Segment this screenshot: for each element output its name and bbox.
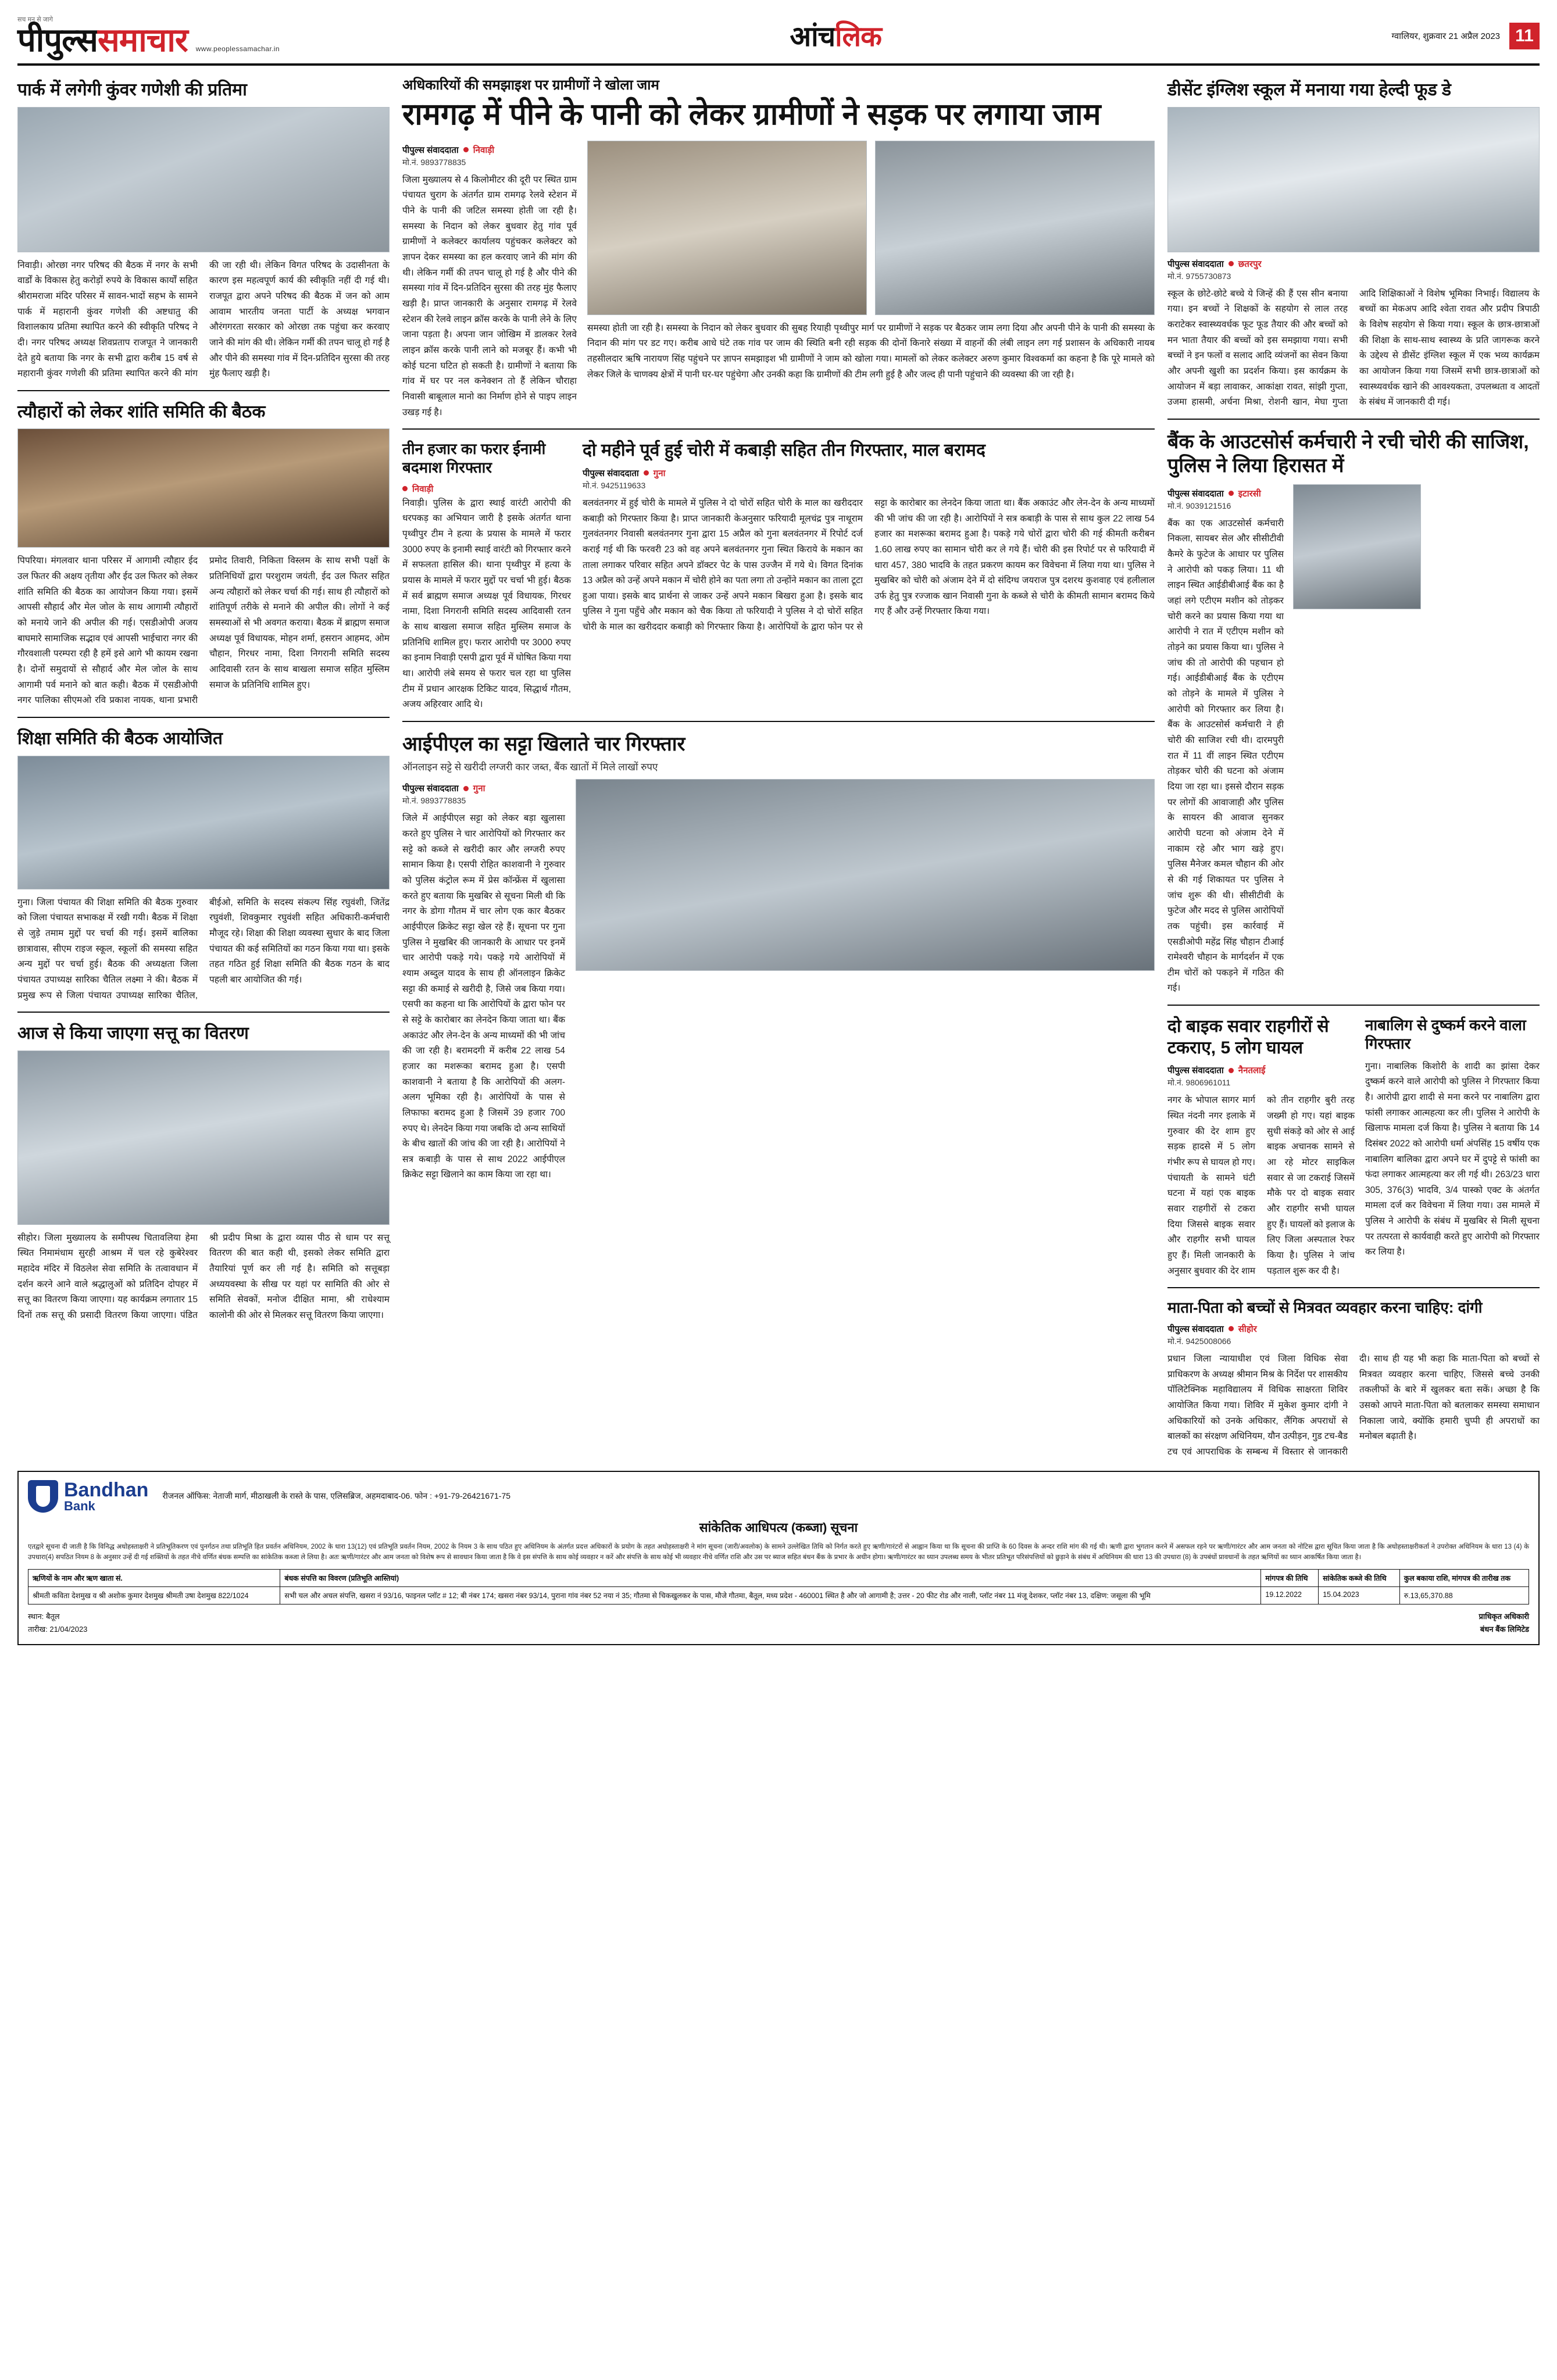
bullet-icon xyxy=(402,486,408,491)
bank-name-line2: Bank xyxy=(64,1498,95,1513)
photo-committee-meeting xyxy=(17,428,390,548)
byline-author: पीपुल्स संवाददाता xyxy=(402,145,459,155)
story-headline: तीन हजार का फरार ईनामी बदमाश गिरफ्तार xyxy=(402,440,546,477)
center-lower-row xyxy=(402,435,1155,713)
ad-signature xyxy=(1479,1610,1529,1636)
byline-mobile: मो.नं. 9425119633 xyxy=(583,480,646,490)
story-scrap-theft xyxy=(583,435,1155,713)
story-meta-and-col1 xyxy=(402,141,577,421)
story-photo xyxy=(576,779,1155,1183)
table-row xyxy=(28,1586,1529,1604)
photo-villagers-sitting xyxy=(587,141,867,315)
byline-mobile: मो.नं. 9806961011 xyxy=(1167,1078,1231,1088)
story-body: स्कूल के छोटे-छोटे बच्चे ये जिन्हें की हैं एस सीन बनाया गया। इन बच्चों ने शिक्षकों के सहयोग से लाल तरह कराटेकर स्वास्थ्यवर्धक फूट फूड तैयार की और बच्चों को मन भाता तैयार की बच्चों को इस समझाया गया। सभी बच्चों ने इन फलों व सलाद आदि व्यंजनों का सेवन किया और अपनी खुशी का प्रदर्शन किया। इस कार्यक्रम के आयोजन में बड़ा लावाकर, आकांक्षा रावत, सांझी गुप्ता, उजमा हासमी, अर्चना मिश्रा, रोशनी खान, मेघा गुप्ता आदि शिक्षिकाओं ने विशेष भूमिका निभाई। विद्यालय के बच्चों का मेकअप आदि श्वेता रावत और प्रदीप त्रिपाठी के विशेष सहयोग से किया गया। स्कूल के छात्र-छात्राओं की शिक्षा के साथ-साथ स्वास्थ्य के प्रति जागरूक करने के उद्देश्य से डीसेंट इंग्लिश स्कूल में एक भव्य कार्यक्रम का आयोजन किया गया जिसमें सभी छात्र-छात्राओं को स्वास्थ्यवर्धक खाने की आवश्यकता, उपलब्धता व आदतों के संबंध में जानकारी दी गई। xyxy=(1167,288,1540,408)
bullet-icon xyxy=(644,470,649,476)
byline xyxy=(1167,1064,1355,1076)
story-body: गुना। नाबालिक किशोरी के शादी का झांसा देकर दुष्कर्म करने वाले आरोपी को पुलिस ने गिरफ्तार किया है। आरोपी द्वारा शादी से मना करने पर नाबालिग द्वारा फांसी लगाकर आत्महत्या कर ली। पुलिस ने आरोपी के खिलाफ मामला दर्ज किया है। पुलिस ने बताया कि 14 दिसंबर 2022 को आरोपी धर्मा अंपसिंह 15 वर्षीय एक नाबालिग बालिका द्वारा अपने घर में दुपट्टे से फांसी का फंदा लगाकर आत्महत्या कर ली गई थी। 263/23 धारा 305, 376(3) भादवि, 3/4 पास्को एक्ट के अंतर्गत मामला दर्ज कर विवेचना में लिया गया। उस मामले में पुलिस ने आरोपी के संबंध में मुखबिर से मिली सूचना पर तत्परता से कार्यवाही करते हुए आरोपी को गिरफ्तार कर लिया है। xyxy=(1365,1061,1540,1257)
center-column xyxy=(402,75,1155,1460)
story-water-jam xyxy=(402,75,1155,420)
story-reward-criminal xyxy=(402,435,571,713)
story-education-committee xyxy=(17,724,390,1003)
byline-author: पीपुल्स संवाददाता xyxy=(1167,259,1224,269)
photo-council-meeting xyxy=(17,107,390,252)
date-label: तारीख: xyxy=(28,1624,48,1634)
byline-author: पीपुल्स संवाददाता xyxy=(1167,1066,1224,1076)
edition-date: ग्वालियर, शुक्रवार 21 अप्रैल 2023 xyxy=(1391,31,1500,41)
story-body: गुना। जिला पंचायत की शिक्षा समिति की बैठक गुरुवार को जिला पंचायत सभाकक्ष में रखी गयी। बैठक में शिक्षा से जुड़े तमाम मुद्दों पर चर्चा की गई। इसमें बालिका छात्रावास, सीएम राइज स्कूल, स्कूलों की समस्या सहित अन्य मुद्दों पर चर्चा हुई। बैठक की अध्यक्षता जिला पंचायत उपाध्यक्ष सारिका चैतिल लक्ष्मा ने की। बैठक में प्रमुख रूप से जिला पंचायत उपाध्यक्ष सारिका चैतिल, बीईओ, समिति के सदस्य संकल्प सिंह रघुवंशी, जितेंद्र रघुवंशी, शिवकुमार रघुवंशी सहित अधिकारी-कर्मचारी मौजूद रहे। शिक्षा की शिक्षा व्यवस्था सुधार के बाद जिला पंचायत की कई समितियों का गठन किया गया था। इसके तहत गठित हुई शिक्षा समिति की बैठक गठन के बाद पहली बार आयोजित की गई। xyxy=(17,897,390,1000)
story-photo xyxy=(1293,484,1421,996)
divider xyxy=(402,721,1155,722)
possession-table xyxy=(28,1569,1529,1604)
bullet-icon xyxy=(463,786,469,791)
story-minor-assault xyxy=(1365,1012,1540,1279)
story-body: पिपरिया। मंगलवार थाना परिसर में आगामी त्यौहार ईद उल फितर की अक्षय तृतीया और ईद उल फितर को लेकर शांति समिति की बैठक का आयोजन किया गया। इसमें आपसी सौहार्द और मेल जोल के साथ आगामी त्यौहारों को मनाये जाने की अपील की गई। एसडीओपी अजय बाघमारे सामाजिक सद्भाव एवं आपसी भाईचारा नगर की गौरवशाली परम्परा रही है हमें इसे आगे भी कायम रखना है। दोनों समुदायों से सौहार्द और मेल जोल के साथ आगामी पर्व मनाने को बात कही। बैठक में एसडीओपी नगर पालिका सीएमओ रवि प्रकाश नायक, थाना प्रभारी प्रमोद तिवारी, निकिता विस्लम के साथ सभी पक्षों के प्रतिनिधियों द्वारा परशुराम जयंती, ईद उल फितर सहित अन्य त्यौहारों को लेकर चर्चा की गई। साथ ही त्यौहारों को शांतिपूर्ण तरीके से मनाने की अपील की। लोगों ने कई समस्याओं से भी अवगत कराया। बैठक में ब्राह्मण समाज अध्यक्ष पूर्व विधायक, मोहन शर्मा, हसरान आहमद, ओम चौहान, गिरधर नामा, दिशा निगरानी समिति सदस्य आदिवासी रतन के साथ बाखला समाज सहित मुस्लिम समाज के प्रतिनिधि शामिल हुए। xyxy=(17,556,390,706)
story-photo xyxy=(17,428,390,548)
story-headline: दो महीने पूर्व हुई चोरी में कबाड़ी सहित तीन गिरफ्तार, माल बरामद xyxy=(583,441,985,460)
story-bike-accident xyxy=(1167,1012,1355,1279)
story-body: जिले में आईपीएल सट्टा को लेकर बड़ा खुलासा करते हुए पुलिस ने चार आरोपियों को गिरफ्तार कर सट्टे को कब्जे से खरीदी कार और लग्जरी रुपए सामान किया है। एसपी रोहित काशवानी ने गुरुवार को पुलिस कंट्रोल रूम में प्रेस कॉन्फ्रेंस में खुलासा करते हुए बताया कि मुखबिर से सूचना मिली थी कि नगर के डोगा गौतम में चार लोग एक कार बैठकर आईपीएल क्रिकेट सट्टा खेल रहे हैं। सूचना पर गुना पुलिस ने मुखबिर की जानकारी के आधार पर इनमें चार आरोपी पकड़े गये। पकड़े गये आरोपियों में श्याम अब्दुल यादव के साथ ही ऑनलाइन क्रिकेट सट्टा की कमाई से खरीदी है, जिसे जब किया गया। एसपी का कहना था कि आरोपियों के द्वारा फोन पर से सट्टे के कारोबार का लेनदेन किया जाता था। बैंक अकाउंट और लेन-देन के अन्य माध्यमों की भी जांच की जा रही है। बरामदगी में करीब 22 लाख 54 हजार का मशरूका बरामद हुआ है। एसपी काशवानी ने बताया है कि आरोपियों की अलग-अलग भूमिका रही है। आरोपियों के पास से लिफाफा बरामद हुआ है जिसमें 39 हजार 700 रुपए थे। लेनदेन किया गया जबकि दो अन्य साथियों के बीच खातों की जांच की जा रही है। आरोपियों ने सत्र कबाड़ी के पास से साथ 2022 आईपीएल क्रिकेट सट्टा खिलाने का काम किया जा रहा था। xyxy=(402,813,565,1180)
ad-legal-text: एतद्वारे सूचना दी जाती है कि विनिद्ध अधोहस्ताक्षरी ने प्रतिभूतिकरण एवं पुनर्गठन तथा प्रतिभूति हित प्रवर्तन अधिनियम, 2002 के धारा 13(12) एवं प्रतिभूति प्रवर्तन नियम, 2002 के नियम 3 के साथ पठित हुए अधिनियम के अंतर्गत प्रदत्त अधिकारों के प्रयोग के तहत अधोहस्ताक्षरी ने मांग सूचना (जारी/अवलोक) के सामने उल्लेखित तिथि को निर्गत करते हुए ऋणी/गारंटरों से आह्वान किया था कि सूचना की प्राप्ति के 60 दिवस के अन्दर राशि मांग की गई थी। ऋणी द्वारा भुगतान करने में असफल रहने पर ऋणी/गारंटर और आम जनता को नोटिस द्वारा सूचित किया जाता है कि अधोहस्ताक्षरीकर्ता ने उपरोक्त अधिनियम के धारा 13 (4) के उपधारा(4) सपठित नियम 8 के अनुसार उन्हें दी गई शक्तियों के तहत नीचे वर्णित बंधक सम्पत्ति का सांकेतिक कब्जा ले लिया है। अतः ऋणी/गारंटर और आम जनता को विशेष रूप से सावधान किया जाता है कि वे इस संपत्ति के साथ कोई व्यवहार न करें और संपत्ति के साथ कोई भी व्यवहार नीचे वर्णित राशि और उस पर ब्याज सहित बंधन बैंक के प्रभार के अधीन होगा। ऋणी/गारंटर का ध्यान उपलब्ध समय के भीतर प्रतिभूत परिसंपत्तियों को छुड़ाने के संबंध में अधिनियम की धारा 13 की उपधारा (8) के उपबंधों प्रावधानों के तहत ऋणियों का ध्यान आकर्षित किया जाता है। xyxy=(28,1543,1529,1561)
divider xyxy=(1167,419,1540,420)
story-meta xyxy=(1167,484,1284,996)
bullet-icon xyxy=(1229,1326,1234,1331)
byline-author: पीपुल्स संवाददाता xyxy=(1167,1324,1224,1334)
photo-police-escort xyxy=(1293,484,1421,609)
masthead xyxy=(17,15,1540,66)
byline xyxy=(1167,1323,1540,1335)
bullet-icon xyxy=(1229,491,1234,496)
bank-address: रीजनल ऑफिस: नेताजी मार्ग, मीठाखली के रास्ते के पास, एलिसब्रिज, अहमदाबाद-06. फोन : +91-79-26421671-75 xyxy=(162,1491,511,1501)
byline-mobile: मो.नं. 9039121516 xyxy=(1167,501,1231,510)
story-peace-committee xyxy=(17,397,390,709)
td-amount: रु.13,65,370.88 xyxy=(1399,1586,1529,1604)
byline-mobile: मो.नं. 9755730873 xyxy=(1167,271,1231,281)
divider xyxy=(17,717,390,718)
story-bank-outsource-theft xyxy=(1167,426,1540,996)
th-amount: कुल बकाया राशि, मांगपत्र की तारीख तक xyxy=(1399,1569,1529,1586)
story-body: निवाड़ी। पुलिस के द्वारा स्थाई वारंटी आरोपी की धरपकड़ का अभियान जारी है इसके अंतर्गत थाना पृथ्वीपुर टीम ने हत्या के प्रयास के मामले में फरार 3000 रुपए के इनामी स्थाई वारंटी को गिरफ्तार करने में सफलता हासिल की। थाना पृथ्वीपुर में हत्या के प्रयास के मामले में फरार मुद्दों पर चर्चा भी हुई। बैठक में सर्व ब्राह्मण समाज अध्यक्ष पूर्व विधायक, गिरधर नामा, दिशा निगरानी समिति सदस्य आदिवासी रतन के साथ बाखला समाज सहित मुस्लिम समाज के प्रतिनिधि शामिल हुए। फरार आरोपी पर 3000 रुपए का इनाम निवाड़ी एसपी द्वारा पूर्व में घोषित किया गया था। आरोपी लंबे समय से फरार चल रहा था पुलिस टीम में प्रधान आरक्षक टिकिट यादव, सिद्धार्थ गौतम, अजय अहिरवार आदि थे। xyxy=(402,498,571,710)
bullet-icon xyxy=(1229,261,1234,266)
byline-place: निवाड़ी xyxy=(412,484,434,494)
bullet-icon xyxy=(463,147,469,152)
content-grid xyxy=(17,75,1540,1460)
story-body: नगर के भोपाल सागर मार्ग स्थित नंदनी नगर इलाके में गुरुवार की देर शाम हुए सड़क हादसे में 5 लोग गंभीर रूप से घायल हो गए। पंचायती के सामने घंटी घटना में यहां एक बाइक सवार राहगीरों से टकरा दिया जिससे बाइक सवार और राहगीर सभी घायल हुए हैं। मिली जानकारी के अनुसार बुधवार की देर शाम को तीन राहगीर बुरी तरह जख्मी हो गए। यहां बाइक सुधी संकड़े को ओर से आई बाइक अचानक सामने से आ रहे मोटर साइकिल सवार से जा टकराई जिसमें मौके पर दो बाइक सवार और राहगीर सभी घायल हुए हैं। घायलों को इलाज के लिए जिला अस्पताल रेफर किया है। पुलिस ने जांच पड़ताल शुरू कर दी है। xyxy=(1167,1095,1355,1276)
byline-place: निवाड़ी xyxy=(473,145,495,155)
th-demand-date: मांगपत्र की तिथि xyxy=(1261,1569,1319,1586)
story-headline: माता-पिता को बच्चों से मित्रवत व्यवहार करना चाहिए: दांगी xyxy=(1167,1299,1483,1317)
bank-name-line1: Bandhan xyxy=(64,1478,149,1501)
place-value: बैतूल xyxy=(45,1611,60,1621)
bandhan-bank-logo xyxy=(28,1480,148,1513)
photo-temple-crowd xyxy=(17,1050,390,1225)
story-body: बैंक का एक आउटसोर्स कर्मचारी निकला, सायबर सेल और सीसीटीवी कैमरे के फुटेज के आधार पर पुलिस ने आरोपी को पकड़ लिया। 11 थी लाइन स्थित आईडीबीआई बैंक का है जहां लगे एटीएम मशीन को तोड़कर चोरी करने का प्रयास किया गया था आरोपी ने रात में एटीएम मशीन को तोड़ने का प्रयास किया था। पुलिस ने जांच की तो आरोपी की पहचान हो गई। आईडीबीआई बैंक के एटीएम को तोड़ने के मामले में पुलिस ने आरोपी को गिरफ्तार कर लिया है। बैंक के आउटसोर्स कर्मचारी ने ही चोरी की साजिश रची थी। दारमपुरी रात में 11 वीं लाइन स्थित एटीएम तोड़कर चोरी की घटना को अंजाम दिया जा रहा था। इससे दौरान सड़क पर लोगों की आवाजाही और पुलिस के सायरन की आवाज सुनकर आरोपी घटना को अंजाम देने में नाकाम रहे और भाग खड़े हुए। पुलिस मैनेजर कमल चौहान की ओर से की गई शिकायत पर पुलिस ने जांच शुरू की थी। सीसीटीवी के फुटेज और मदद से पुलिस आरोपियों तक पहुंची। इस कार्रवाई में एसडीओपी महेंद्र सिंह चौहान टीआई रामेश्वरी चौहान के मार्गदर्शन में एक टीम चोरों को पकड़ने में गठित की गई। xyxy=(1167,518,1284,994)
masthead-kicker: सच मन से जागे xyxy=(17,16,53,23)
story-body-continued xyxy=(1430,484,1540,996)
byline-place: छतरपुर xyxy=(1238,259,1262,269)
photo-education-meeting xyxy=(17,756,390,889)
story-meta xyxy=(402,779,565,1183)
story-headline: नाबालिग से दुष्कर्म करने वाला गिरफ्तार xyxy=(1365,1016,1526,1052)
td-property: सभी चल और अचल संपत्ति, खसरा नं 93/16, फाइनल प्लॉट # 12; बी नंबर 174; खसरा नंबर 93/14, पुराना गांव नंबर 52 नया नं 35; गौतमा से चिकखुलकर के पास, मौजे गौतमा, बैतूल, मध्य प्रदेश - 460001 स्थित है और जो आगामी है; उत्तर - 20 फीट रोड और नाली, प्लॉट नंबर 11 मंजू देशकर, प्लॉट नंबर 13, दक्षिण: जसूला की भूमि xyxy=(280,1586,1261,1604)
ad-place-date xyxy=(28,1610,87,1636)
place-label: स्थान: xyxy=(28,1611,44,1621)
signature-line1: प्राधिकृत अधिकारी xyxy=(1479,1611,1529,1621)
signature-line2: बंधन बैंक लिमिटेड xyxy=(1480,1624,1529,1634)
ad-header xyxy=(28,1480,1529,1513)
td-borrower: श्रीमती कविता देशमुख व श्री अशोक कुमार देशमुख श्रीमती उषा देशमुख 822/1024 xyxy=(28,1586,280,1604)
photo-road-blockade xyxy=(875,141,1155,315)
divider xyxy=(1167,1287,1540,1288)
story-park-statue xyxy=(17,75,390,382)
bank-logo-icon xyxy=(28,1480,58,1513)
story-body: निवाड़ी। ओरछा नगर परिषद की बैठक में नगर के सभी वार्डों के विकास हेतु करोड़ों रुपये के विकास कार्यों सहित श्रीरामराजा मंदिर परिसर में सावन-भादों सहभ के सामने पार्क में महारानी कुंवर गणेशी की अष्टधातु की विशालकाय प्रतिमा स्थापित करने की स्वीकृति परिषद ने दी। नगर परिषद अध्यक्ष शिवप्रताप राजपूत ने जानकारी देते हुये बताया कि नगर के सभी द्वारा करीब 15 वर्ष से महारानी कुंवर गणेशी की प्रतिमा स्थापित करने की मांग की जा रही थी। लेकिन विगत परिषद के उदासीनता के कारण इस महत्वपूर्ण कार्य की स्वीकृति नहीं दी गई थी। राजपूत द्वारा अपने परिषद की बैठक में जन को आम आवाम भारतीय जनता पार्टी के अध्यक्ष भगवान औरंगगरता सरकार को ओरछा तक पहुंचा कर करवाए जाने की मांग की थी। लेकिन गर्मी की तपन चालू हो गई है और पीने की समस्या गांव में दिन-प्रतिदिन सुरसा की तरह मुंह फैलाए खड़ी है। xyxy=(17,260,390,379)
story-headline: आईपीएल का सट्टा खिलाते चार गिरफ्तार xyxy=(402,732,685,755)
right-lower-row xyxy=(1167,1012,1540,1279)
masthead-logo-block xyxy=(17,15,188,56)
left-column xyxy=(17,75,390,1460)
byline xyxy=(1167,488,1284,499)
bank-logo-text xyxy=(64,1480,148,1513)
photo-school-children-chefs xyxy=(1167,107,1540,252)
table-header-row xyxy=(28,1569,1529,1586)
story-body-col1: जिला मुख्यालय से 4 किलोमीटर की दूरी पर स्थित ग्राम पंचायत चुराग के अंतर्गत ग्राम रामगढ़ रेलवे स्टेशन में पीने के पानी की जटिल समस्या होती जा रही है। समस्या के निदान को लेकर बुधवार हेतु गांव पूर्व ग्रामीणों ने कलेक्टर कार्यालय पहुंचकर कलेक्टर को ज्ञापन देकर समस्या का हल करवाए जाने की मांग की थी। लेकिन गर्मी की तपन चालू हो गई है और पीने की समस्या गांव में दिन-प्रतिदिन सुरसा की तरह मुंह फैलाए खड़ी है। प्राप्त जानकारी के अनुसार रामगढ़ में रेलवे स्टेशन की रेलवे लाइन क्रॉस करके के पानी लेने के लिए जाना पड़ता है। अपना जान जोखिम में डालकर रेलवे लाइन क्रॉस करके पानी लाने को मजबूर हैं। कभी भी कोई घटना घटित हो सकती है। ग्रामीणों ने बताया कि गांव में घर पर नल कनेक्शन तो हैं लेकिन चौराहा निवासी बाबूलाल मानो का निर्माण होने से पाइप लाइन उखड़ गई है। xyxy=(402,174,577,417)
th-possession-date: सांकेतिक कब्जे की तिथि xyxy=(1319,1569,1400,1586)
story-subhead: ऑनलाइन सट्टे से खरीदी लग्जरी कार जब्त, बैंक खातों में मिले लाखों रुपए xyxy=(402,762,658,773)
byline-author: पीपुल्स संवाददाता xyxy=(402,784,459,794)
story-photo-and-col2 xyxy=(587,141,1155,421)
byline xyxy=(402,144,577,156)
masthead-logo: पीपुल्ससमाचार xyxy=(17,22,188,58)
story-sattu-distribution xyxy=(17,1019,390,1324)
story-headline: डीसेंट इंग्लिश स्कूल में मनाया गया हेल्दी फूड डे xyxy=(1167,80,1451,99)
divider xyxy=(17,1012,390,1013)
story-headline: आज से किया जाएगा सत्तू का वितरण xyxy=(17,1024,249,1044)
byline-author: पीपुल्स संवाददाता xyxy=(583,468,639,478)
story-photo xyxy=(1167,107,1540,252)
byline-place: सीहोर xyxy=(1238,1324,1257,1334)
right-column xyxy=(1167,75,1540,1460)
masthead-brand xyxy=(280,17,1392,55)
byline-place: गुना xyxy=(473,784,485,794)
byline-mobile: मो.नं. 9893778835 xyxy=(402,157,466,167)
masthead-right xyxy=(1392,23,1540,49)
th-property: बंधक संपत्ति का विवरण (प्रतिभूति आस्तियां) xyxy=(280,1569,1261,1586)
story-photo xyxy=(17,756,390,889)
story-body: प्रधान जिला न्यायाधीश एवं जिला विधिक सेवा प्राधिकरण के अध्यक्ष श्रीमान मिश्र के निर्देश पर शासकीय पॉलिटेक्निक महाविद्यालय में विधिक साक्षरता शिविर आयोजित किया गया। शिविर में मुकेश कुमार दांगी ने अधिकारियों को उनके अधिकार, लैंगिक अपराधों से बालकों का संरक्षण अधिनियम, यौन उत्पीड़न, गुड टच-बैड टच एवं आपराधिक के सम्बन्ध में विस्तार से जानकारी दी। साथ ही यह भी कहा कि माता-पिता को बच्चों से मित्रवत व्यवहार करना चाहिए, जिससे बच्चे उनकी तकलीफों के बारे में खुलकर बता सकें। अच्छा है कि उसको आपने माता-पिता को बतलाकर समस्या समाधान निकाला जाये, क्योंकि हमारी चुप्पी ही अपराधों का मनोबल बढ़ाती है। xyxy=(1167,1353,1540,1457)
story-photo xyxy=(17,107,390,252)
byline-mobile: मो.नं. 9425008066 xyxy=(1167,1336,1231,1346)
byline xyxy=(1167,258,1540,270)
bullet-icon xyxy=(1229,1068,1234,1073)
td-possession-date: 15.04.2023 xyxy=(1319,1586,1400,1604)
byline-place: इटारसी xyxy=(1238,488,1261,499)
story-body: सीहोर। जिला मुख्यालय के समीपस्थ चितावलिया हेमा स्थित निमामंधाम सुरही आश्रम में चल रहे कुबेरेश्वर महादेव मंदिर में विठलेश सेवा समिति के तत्वावधान में दर्शन करने आने वाले श्रद्धालुओं को प्रतिदिन दोपहर में सत्तू का वितरण किया जाएगा। यह कार्यक्रम लगातार 15 दिनों तक सत्तू की प्रसादी वितरण किया जाएगा। पंडित श्री प्रदीप मिश्रा के द्वारा व्यास पीठ से धाम पर सत्तू वितरण की बात कही थी, इसको लेकर समिति द्वारा तैयारियां पूर्ण कर ली गई है। समिति को सत्तूबड़ा अध्ययवस्था के सीख पर यहां पर सामिति की ओर से समिति सेवकों, मनोज दीक्षित मामा, श्री राधेश्याम कालोनी की ओर से मिलकर सत्तू वितरण किया जाएगा। xyxy=(17,1232,390,1321)
th-borrower: ऋणियों के नाम और ऋण खाता सं. xyxy=(28,1569,280,1586)
byline-place: गुना xyxy=(653,468,666,478)
story-headline: पार्क में लगेगी कुंवर गणेशी की प्रतिमा xyxy=(17,80,247,99)
byline-mobile: मो.नं. 9893778835 xyxy=(402,796,466,806)
brand-part-2: लिक xyxy=(835,22,881,52)
divider xyxy=(17,390,390,391)
byline xyxy=(402,483,571,495)
story-headline: रामगढ़ में पीने के पानी को लेकर ग्रामीणों ने सड़क पर लगाया जाम xyxy=(402,98,1101,131)
td-demand-date: 19.12.2022 xyxy=(1261,1586,1319,1604)
story-headline: बैंक के आउटसोर्स कर्मचारी ने रची चोरी की साजिश, पुलिस ने लिया हिरासत में xyxy=(1167,430,1529,477)
ad-title: सांकेतिक आधिपत्य (कब्जा) सूचना xyxy=(699,1520,858,1535)
story-ipl-betting xyxy=(402,728,1155,1183)
bank-possession-notice-ad xyxy=(17,1471,1540,1645)
story-headline: त्यौहारों को लेकर शांति समिति की बैठक xyxy=(17,402,266,421)
ad-footer xyxy=(28,1610,1529,1636)
divider xyxy=(402,428,1155,430)
divider xyxy=(1167,1005,1540,1006)
masthead-left xyxy=(17,15,280,56)
brand-part-1: आंच xyxy=(790,22,835,52)
story-body-col2: समस्या होती जा रही है। समस्या के निदान को लेकर बुधवार की सुबह रियाही पृथ्वीपुर मार्ग पर ग्रामीणों ने सड़क पर बैठकर जाम लगा दिया और अपनी पीने के पानी की समस्या के निदान की मांग पर डट गए। करीब आधे घंटे तक गांव पर जाम की स्थिति बनी रही सड़क की दोनों किनारे संख्या में वाहनों की लंबी लाइन लग गई प्रशासन के अधिकारी नायब तहसीलदार ऋषि नारायण सिंह पहुंचने पर ज्ञापन समझाइश भी ग्रामीणों ने जाम को खोला गया। मामलों को लेकर कलेक्टर अरुण कुमार विश्वकर्मा का कहना है कि पूरे मामले को लेकर जिले के चाणक्य क्षेत्रों में पानी घर-घर पहुंचेगा और उनकी कहा कि ग्रामीणों की टीम लगी हुई है और जल्द ही पानी पहुंचाने की व्यवस्था की जा रही है। xyxy=(587,323,1155,380)
byline xyxy=(402,782,565,794)
byline-author: पीपुल्स संवाददाता xyxy=(1167,488,1224,499)
masthead-website: www.peoplessamachar.in xyxy=(195,45,280,53)
byline-place: नैनतलाई xyxy=(1238,1066,1266,1076)
page-number: 11 xyxy=(1509,23,1540,49)
story-kicker: अधिकारियों की समझाइश पर ग्रामीणों ने खोला जाम xyxy=(402,77,659,93)
story-headline: दो बाइक सवार राहगीरों से टकराए, 5 लोग घायल xyxy=(1167,1017,1329,1057)
date-value: 21/04/2023 xyxy=(49,1624,88,1634)
story-parents-children xyxy=(1167,1294,1540,1460)
byline xyxy=(583,467,1155,479)
story-headline: शिक्षा समिति की बैठक आयोजित xyxy=(17,729,223,748)
story-healthy-food-day xyxy=(1167,75,1540,410)
story-photo xyxy=(17,1050,390,1225)
story-body: बलवंतनगर में हुई चोरी के मामले में पुलिस ने दो चोरों सहित चोरी के माल का खरीददार कबाड़ी को गिरफ्तार किया है। प्राप्त जानकारी केअनुसार फरियादी मूलचंद्र पुत्र नाथूराम गुलवंतनगर निवासी बलवंतनगर गुना द्वारा 15 अप्रैल को गुना बलवंतनगर में रिपोर्ट दर्ज कराई गई थी कि फरवरी 23 को वह अपने बलवंतनगर गुना स्थित किराये के मकान का ताला लगाकर परिवार सहित अपने डॉक्टर पेट के पास उज्जैन में गये थे। विगत दिनांक 13 अप्रैल को उन्हें अपने मकान में चोरी होने का पता लगा तो उन्होंने मकान का ताला टूटा हुआ पाया। इसके बाद प्रार्थना से जाकर उन्हें अपने मकान बिखरा हुआ है। इसके बाद पुलिस ने गुना पहुँचे और मकान को चैक किया तो फरियादी ने पुलिस ने दो चोरों सहित चोरी के माल का खरीददार कबाड़ी को गिरफ्तार किया है। आरोपियों के द्वारा फोन पर से सट्टा के कारोबार का लेनदेन किया जाता था। बैंक अकाउंट और लेन-देन के अन्य माध्यमों की भी जांच की जा रही है। आरोपियों ने सत्र कबाड़ी के पास से साथ कुल 22 लाख 54 हजार का मशरूका बरामद हुआ है। पकड़े गये चोरों द्वारा चोरी की गई कीमती करीबन 1.60 लाख रुपए का सामान चोरी कर ले गये हैं। चोरी की इस रिपोर्ट पर से फरियादी में धारा 457, 380 भादवि के तहत प्रकरण कायम कर विवेचना में लिया गया था। पुलिस ने मुखबिर को चोरी को अंजाम देने में दो संदिग्ध जयराज पुत्र दशरथ कुशवाह एवं हलीलाल उर्फ हेतु पुत्र रज्जाक खान निवासी गुना के कब्जे से चोरी के कीमती सामान बरामद किये गए हैं और उन्हें गिरफ्तार किया गया। xyxy=(583,498,1155,632)
photo-masked-accused xyxy=(576,779,1155,971)
